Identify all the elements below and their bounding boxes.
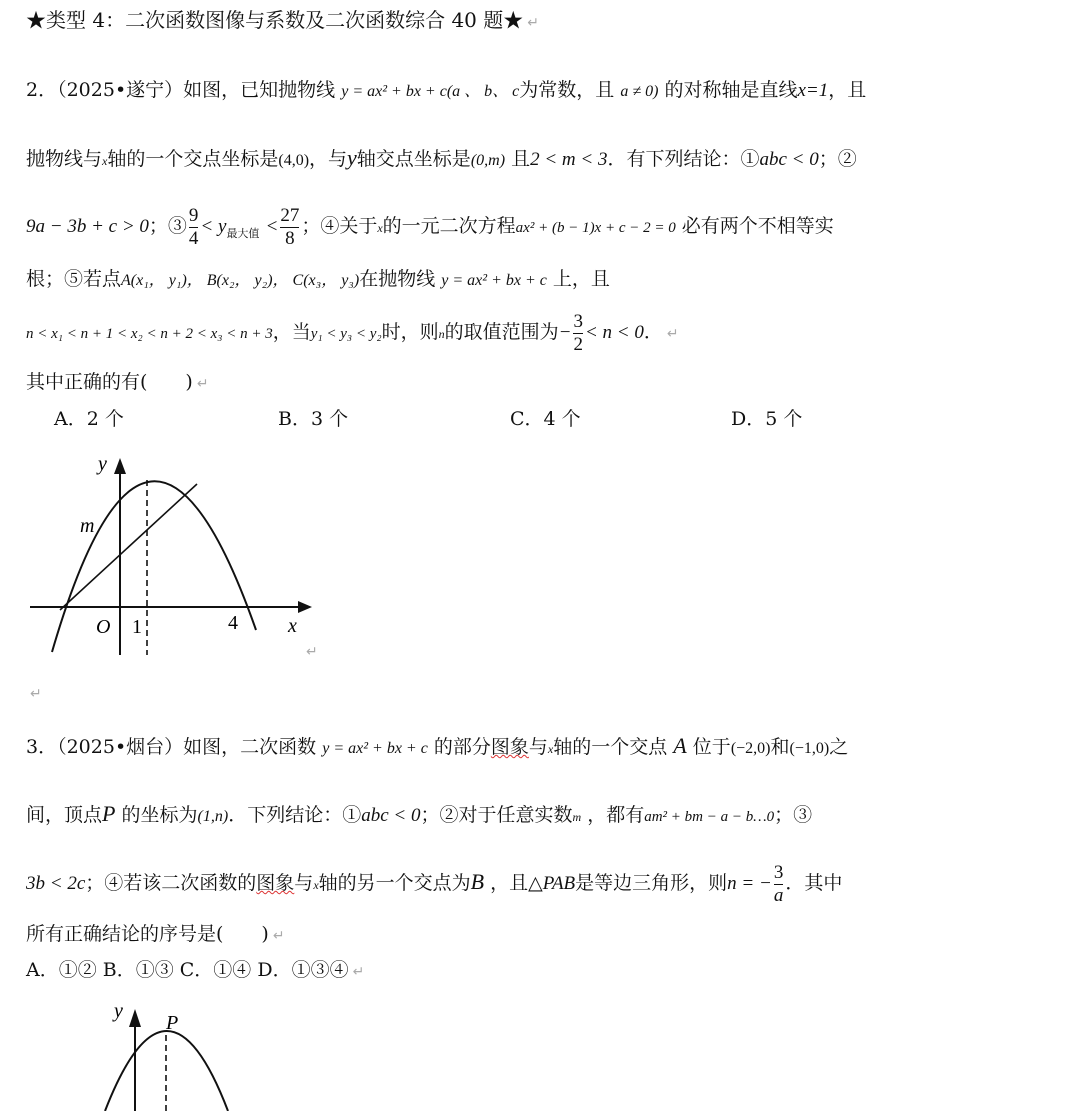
text: 且 (511, 148, 531, 170)
numerator: 9 (188, 204, 199, 226)
math: n < x₁ < n + 1 < x₂ < n + 2 < x₃ < n + 3 (26, 326, 273, 342)
math: 2 < m < 3 (530, 149, 608, 170)
label-y: y (98, 453, 107, 475)
text: 轴的一个交点 (553, 736, 668, 758)
text: 轴的另一个交点为 (318, 872, 471, 894)
label-x: x (288, 615, 297, 637)
section-title-text: ★类型 4：二次函数图像与系数及二次函数综合 40 题★ (26, 8, 524, 32)
math: x (313, 878, 319, 892)
q3-prompt: 所有正确结论的序号是( ) (26, 923, 269, 945)
math: A (673, 733, 687, 758)
q3-line-2 (26, 800, 812, 831)
q2-line-1 (26, 76, 866, 106)
q2-line-6 (26, 368, 209, 398)
math: − (558, 322, 572, 343)
text: 的对称轴是直线 (664, 79, 798, 101)
math: n = − (727, 873, 772, 894)
fraction (774, 862, 784, 907)
text: 根；⑤若点 (26, 268, 122, 290)
text: 抛物线与 (26, 148, 103, 170)
math: y (347, 145, 357, 170)
math: x (547, 742, 554, 756)
section-title (26, 6, 539, 37)
text: 的坐标为 (121, 804, 198, 826)
axis-equation: x=1 (797, 80, 829, 101)
q2-line-4 (26, 265, 610, 295)
math: ax² + (b − 1)x + c − 2 = 0 (515, 220, 676, 236)
math: (−2,0) (730, 740, 771, 757)
math: x (377, 221, 383, 235)
text: ，且△ (490, 872, 543, 894)
text: ，都有 (587, 804, 645, 826)
q2-graph-figure (20, 440, 340, 680)
q3-line-3 (26, 856, 842, 911)
math: < y (200, 216, 227, 237)
text: ． (643, 321, 663, 343)
y-axis-arrow (129, 1009, 141, 1027)
return-mark: ↵ (30, 686, 42, 702)
q2-option-d[interactable]: D．5 个 (731, 408, 803, 430)
parabola-curve (52, 481, 256, 652)
numerator: 27 (280, 204, 300, 226)
math: abc < 0 (361, 805, 421, 826)
label-y: y (114, 1000, 123, 1022)
q3-options-text[interactable]: A．①② B．①③ C．①④ D．①③④ (26, 959, 349, 981)
q2-source: （2025•遂宁） (57, 79, 184, 101)
text: 如图，已知抛物线 (183, 79, 336, 101)
text: ．有下列结论：① (607, 148, 760, 170)
numerator: 3 (773, 861, 784, 883)
q2-line-2 (26, 144, 857, 175)
denominator: 4 (188, 227, 199, 249)
fraction (189, 205, 199, 250)
numerator: 3 (573, 310, 583, 332)
parabola-equation: y = ax² + bx + c(a 、 b、 c (341, 83, 520, 100)
text: 如图，二次函数 (183, 736, 317, 758)
q2-options (26, 404, 1026, 432)
subscript: 最大值 (226, 226, 260, 240)
math: 9a − 3b + c > 0 (26, 216, 149, 237)
text: ；④若该二次函数的 (85, 872, 257, 894)
q2-option-c[interactable]: C．4 个 (510, 408, 581, 430)
label-origin: O (96, 616, 111, 638)
q3-graph-figure (90, 995, 290, 1111)
math: 3b < 2c (26, 873, 86, 894)
denominator: 8 (280, 227, 299, 250)
math: x (102, 154, 108, 168)
q3-source: （2025•烟台） (57, 736, 184, 758)
text: ．其中 (785, 872, 843, 894)
q3-number: 3． (26, 736, 58, 758)
text: ；③ (774, 804, 813, 826)
text: 轴的一个交点坐标是 (107, 148, 279, 170)
text: 图象 (256, 872, 295, 894)
q3-line-1 (26, 732, 848, 763)
text: ，与 (309, 148, 348, 170)
text: 上，且 (552, 268, 610, 290)
q2-prompt: 其中正确的有( ) (26, 371, 193, 393)
denominator: 2 (573, 333, 583, 355)
text: 之 (829, 736, 849, 758)
math: m (572, 810, 582, 824)
math: y = ax² + bx + c (322, 740, 428, 757)
fraction (280, 205, 299, 250)
text: ；③ (148, 215, 187, 237)
math: (−1,0) (789, 740, 830, 757)
fraction (573, 311, 583, 356)
text: 与 (528, 736, 548, 758)
q2-number: 2． (26, 79, 58, 101)
text: 轴交点坐标是 (356, 148, 471, 170)
return-mark: ↵ (306, 644, 318, 660)
q3-line-4 (26, 920, 285, 950)
math: y = ax² + bx + c (441, 272, 547, 289)
label-p: P (166, 1012, 179, 1034)
q2-line-5 (26, 306, 679, 360)
math: < n < 0 (584, 322, 644, 343)
math: (4,0) (278, 152, 310, 169)
y-axis-arrow (114, 458, 126, 474)
return-mark: ↵ (272, 928, 285, 944)
math: abc < 0 (759, 149, 819, 170)
math: am² + bm − a − b…0 (644, 809, 775, 825)
text: 的部分 (433, 736, 491, 758)
denominator: a (773, 884, 784, 906)
text: 为常数，且 (519, 79, 615, 101)
text: 在抛物线 (359, 268, 436, 290)
return-mark: ↵ (352, 964, 365, 980)
text: ，且 (828, 79, 867, 101)
text: 的一元二次方程 (382, 215, 516, 237)
math: n (438, 327, 445, 341)
text: 必有两个不相等实 (681, 215, 834, 237)
label-m: m (80, 515, 95, 537)
math: PAB (542, 873, 576, 894)
empty-line (26, 678, 42, 708)
math: a ≠ 0) (620, 83, 659, 100)
text: ；② (818, 148, 857, 170)
text: ；②对于任意实数 (420, 804, 573, 826)
text: ；④关于 (301, 215, 378, 237)
q3-options (26, 956, 364, 986)
straight-line (60, 484, 197, 610)
math: P (102, 801, 116, 826)
math: (1,n) (197, 808, 229, 825)
points: A(x₁， y₁)， B(x₂， y₂)， C(x₃， y₃) (121, 272, 360, 289)
math: (0,m) (470, 152, 506, 169)
text: 与 (294, 872, 314, 894)
text: 时，则 (381, 321, 439, 343)
text: 图象 (490, 736, 529, 758)
x-axis-arrow (298, 601, 312, 613)
label-1: 1 (132, 616, 142, 638)
math: B (470, 869, 485, 894)
label-4: 4 (228, 612, 238, 634)
return-mark: ↵ (527, 15, 539, 31)
return-mark: ↵ (666, 326, 679, 342)
q2-line-3 (26, 200, 834, 260)
text: 的取值范围为 (444, 321, 559, 343)
q2-option-a[interactable]: A．2 个 (54, 408, 124, 430)
q2-option-b[interactable]: B．3 个 (278, 408, 349, 430)
math: < (265, 216, 279, 237)
math: y₁ < y₃ < y₂ (310, 326, 382, 342)
text: 间，顶点 (26, 804, 103, 826)
text: 是等边三角形，则 (575, 872, 728, 894)
text: 位于 (692, 736, 731, 758)
text: 和 (770, 736, 790, 758)
text: ，当 (272, 321, 311, 343)
text: ．下列结论：① (228, 804, 362, 826)
return-mark: ↵ (196, 376, 209, 392)
